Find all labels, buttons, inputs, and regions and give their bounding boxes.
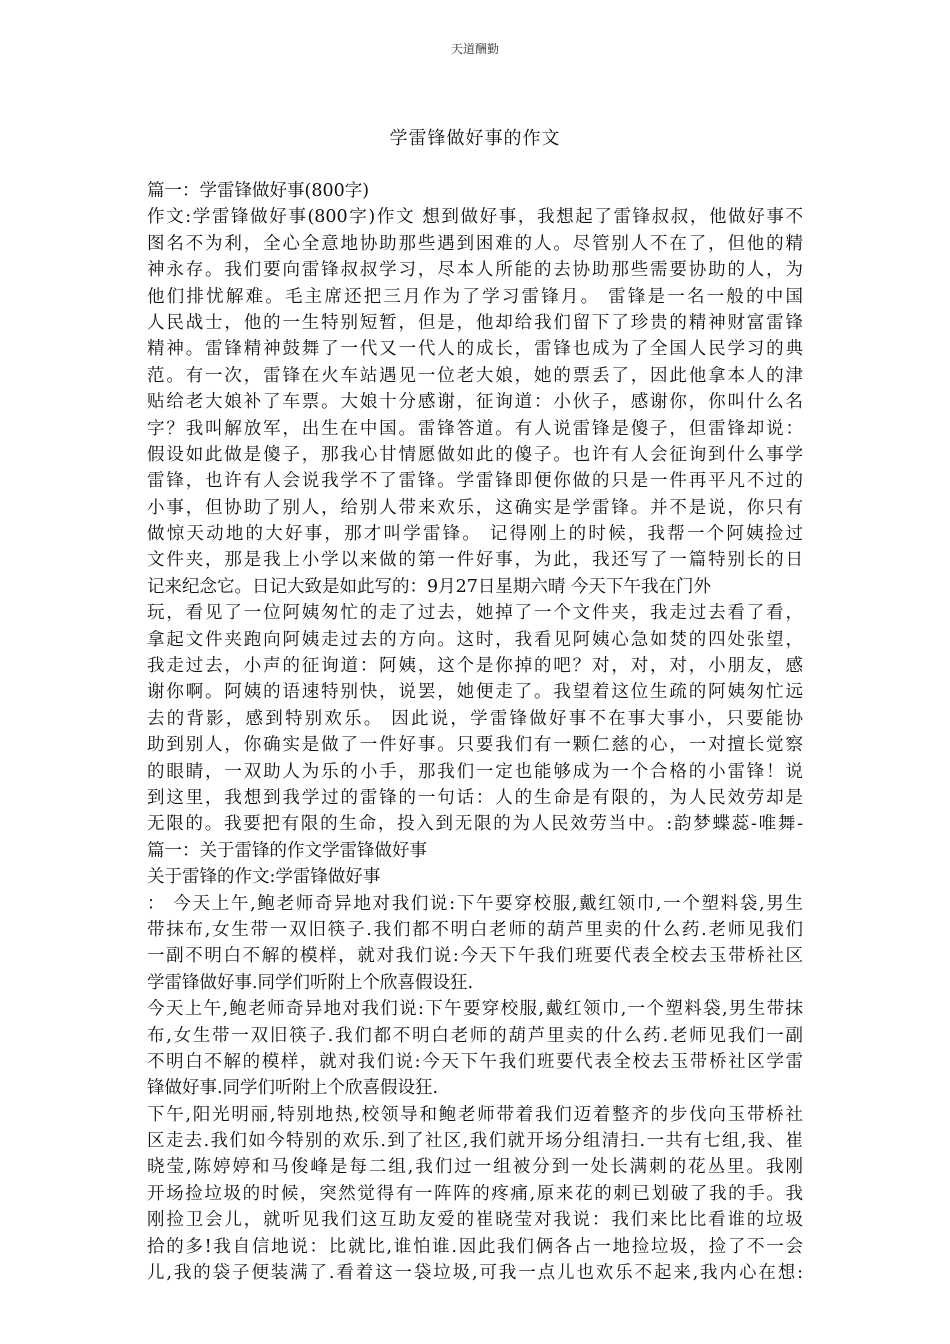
text-line: 关于雷锋的作文:学雷锋做好事 [147, 867, 381, 888]
text-line: 开场捡垃圾的时候，突然觉得有一阵阵的疼痛,原来花的刺已划破了我的手。我 [147, 1183, 803, 1204]
text-line: 无限的。我要把有限的生命，投入到无限的为人民效劳当中。:韵梦蝶蕊-唯舞- [147, 814, 803, 835]
text-line: 晓莹,陈婷婷和马俊峰是每二组,我们过一组被分到一处长满刺的花丛里。我刚 [147, 1157, 803, 1178]
text-line: 谢你啊。阿姨的语速特别快，说罢，她便走了。我望着这位生疏的阿姨匆忙远 [147, 682, 803, 703]
text-line: 我走过去，小声的征询道：阿姨，这个是你掉的吧？对，对，对，小朋友，感 [147, 656, 803, 677]
text-line: 去的背影，感到特别欢乐。 因此说，学雷锋做好事不在事大事小，只要能协 [147, 708, 803, 729]
document-title: 学雷锋做好事的作文 [389, 128, 561, 149]
text-line: 的眼睛，一双助人为乐的小手，那我们一定也能够成为一个合格的小雷锋！说 [147, 761, 803, 782]
page-header: 天道酬勤 [450, 42, 499, 56]
text-line: 玩，看见了一位阿姨匆忙的走了过去，她掉了一个文件夹，我走过去看了看， [147, 603, 803, 624]
text-line: ： 今天上午,鲍老师奇异地对我们说:下午要穿校服,戴红领巾,一个塑料袋,男生 [147, 893, 803, 914]
text-line: 今天上午,鲍老师奇异地对我们说:下午要穿校服,戴红领巾,一个塑料袋,男生带抹 [147, 999, 803, 1020]
text-line: 拿起文件夹跑向阿姨走过去的方向。这时，我看见阿姨心急如焚的四处张望， [147, 629, 803, 650]
text-line: 学雷锋做好事.同学们听附上个欣喜假设狂. [147, 972, 474, 993]
text-line: 到这里，我想到我学过的雷锋的一句话：人的生命是有限的，为人民效劳却是 [147, 787, 803, 808]
text-line: 精神。雷锋精神鼓舞了一代又一代人的成长，雷锋也成为了全国人民学习的典 [147, 339, 803, 360]
text-line: 范。有一次，雷锋在火车站遇见一位老大娘，她的票丢了，因此他拿本人的津 [147, 365, 803, 386]
text-line: 篇一：关于雷锋的作文学雷锋做好事 [147, 840, 427, 861]
text-line: 小事，但协助了别人，给别人带来欢乐，这确实是学雷锋。并不是说，你只有 [147, 497, 803, 518]
text-line: 助到别人，你确实是做了一件好事。只要我们有一颗仁慈的心，一对擅长觉察 [147, 735, 803, 756]
text-line: 记来纪念它。日记大致是如此写的：9月27日星期六晴 今天下午我在门外 [147, 576, 711, 597]
text-line: 一副不明白不解的模样，就对我们说:今天下午我们班要代表全校去玉带桥社区 [147, 946, 803, 967]
text-line: 作文:学雷锋做好事(800字)作文 想到做好事，我想起了雷锋叔叔，他做好事不 [147, 207, 803, 228]
text-line: 锋做好事.同学们听附上个欣喜假设狂. [147, 1078, 439, 1099]
text-line: 不明白不解的模样，就对我们说:今天下午我们班要代表全校去玉带桥社区学雷 [147, 1051, 803, 1072]
text-line: 雷锋，也许有人会说我学不了雷锋。学雷锋即便你做的只是一件再平凡不过的 [147, 471, 803, 492]
text-line: 做惊天动地的大好事，那才叫学雷锋。 记得刚上的时候，我帮一个阿姨捡过 [147, 524, 803, 545]
text-line: 神永存。我们要向雷锋叔叔学习，尽本人所能的去协助那些需要协助的人，为 [147, 260, 803, 281]
text-line: 刚捡卫会儿，就听见我们这互助友爱的崔晓莹对我说：我们来比比看谁的垃圾 [147, 1210, 803, 1231]
text-line: 人民战士，他的一生特别短暂，但是，他却给我们留下了珍贵的精神财富雷锋 [147, 312, 803, 333]
text-line: 布,女生带一双旧筷子.我们都不明白老师的葫芦里卖的什么药.老师见我们一副 [147, 1025, 803, 1046]
text-line: 图名不为利，全心全意地协助那些遇到困难的人。尽管别人不在了，但他的精 [147, 233, 803, 254]
text-line: 他们排忧解难。毛主席还把三月作为了学习雷锋月。 雷锋是一名一般的中国 [147, 286, 803, 307]
text-line: 儿,我的袋子便装满了.看着这一袋垃圾,可我一点儿也欢乐不起来,我内心在想: [147, 1263, 803, 1284]
document-body [147, 178, 803, 1286]
text-line: 下午,阳光明丽,特别地热,校领导和鲍老师带着我们迈着整齐的步伐向玉带桥社 [147, 1104, 803, 1125]
text-line: 贴给老大娘补了车票。大娘十分感谢，征询道：小伙子，感谢你，你叫什么名 [147, 392, 803, 413]
text-line: 带抹布,女生带一双旧筷子.我们都不明白老师的葫芦里卖的什么药.老师见我们 [147, 919, 803, 940]
text-line: 篇一：学雷锋做好事(800字) [147, 181, 370, 201]
text-line: 假设如此做是傻子，那我心甘情愿做如此的傻子。也许有人会征询到什么事学 [147, 444, 803, 465]
text-line: 拾的多!我自信地说：比就比,谁怕谁.因此我们俩各占一地捡垃圾，捡了不一会 [147, 1236, 803, 1257]
text-line: 区走去.我们如今特别的欢乐.到了社区,我们就开场分组清扫.一共有七组,我、崔 [147, 1131, 803, 1152]
text-line: 字？我叫解放军，出生在中国。雷锋答道。有人说雷锋是傻子，但雷锋却说： [147, 418, 803, 439]
text-line: 文件夹，那是我上小学以来做的第一件好事，为此，我还写了一篇特别长的日 [147, 550, 803, 571]
